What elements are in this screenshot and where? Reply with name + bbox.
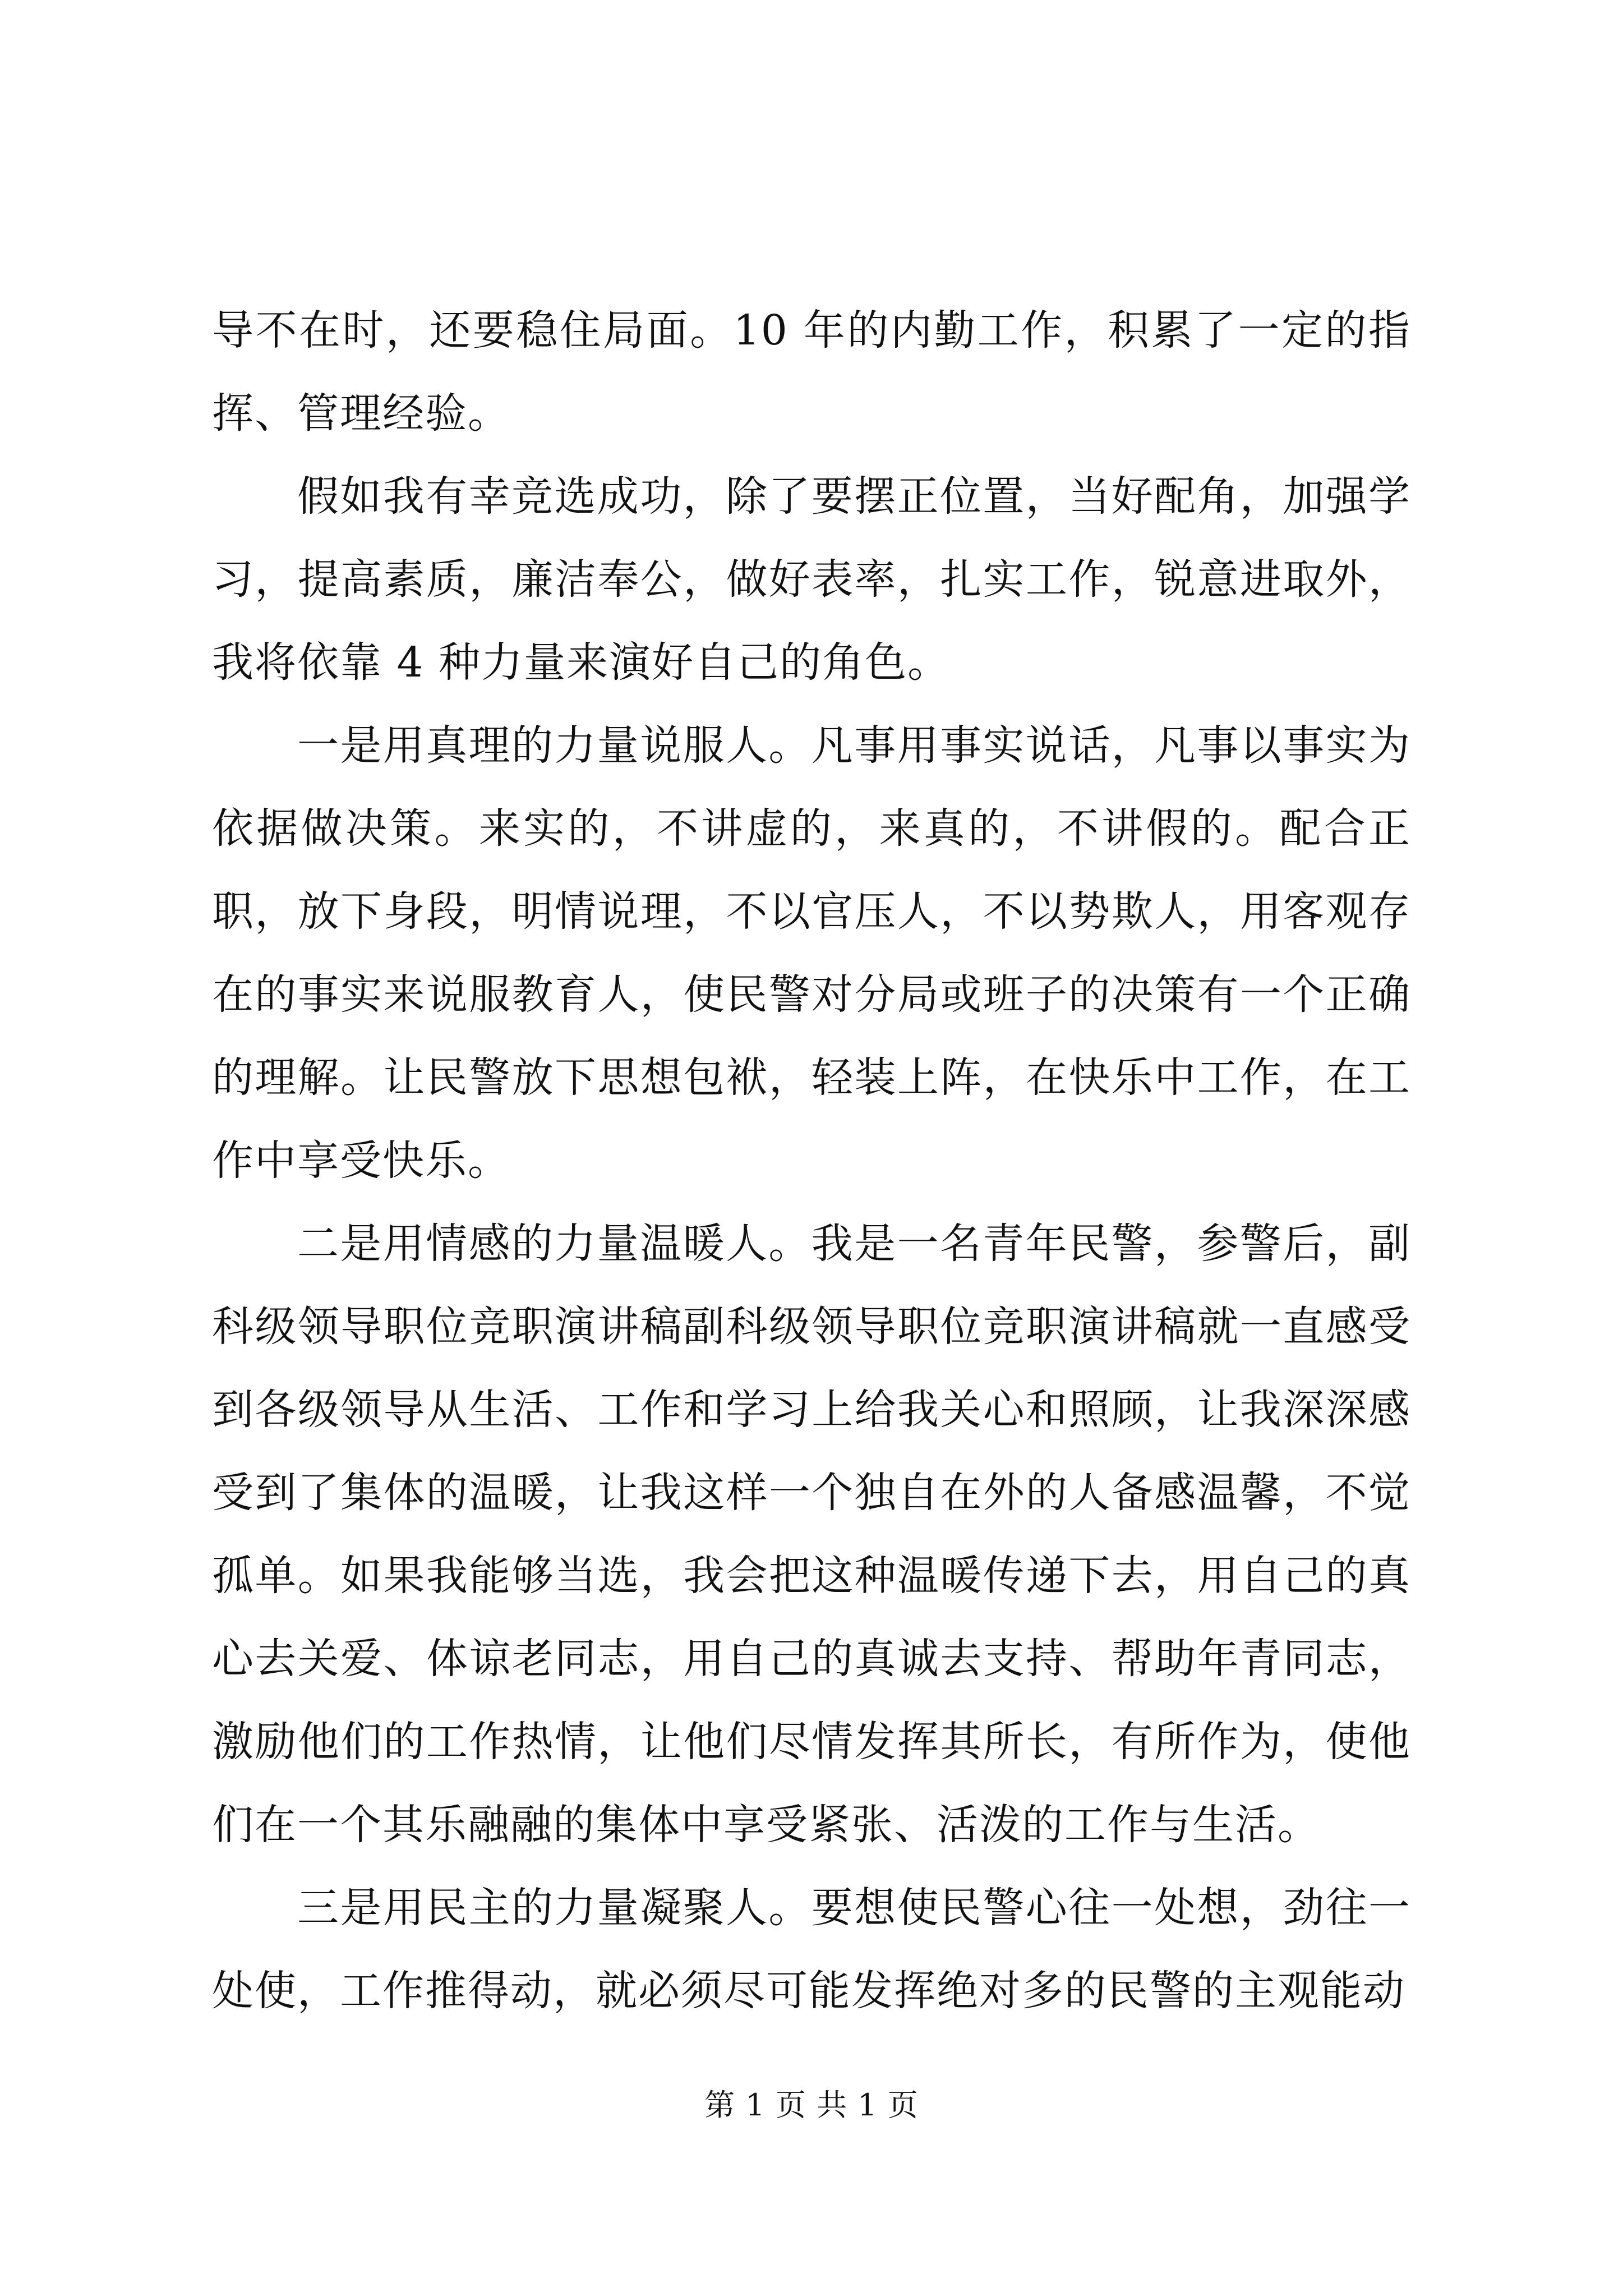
paragraph-power-of-emotion: 二是用情感的力量温暖人。我是一名青年民警，参警后，副科级领导职位竞职演讲稿副科级领导职位竞职演讲稿就一直感受到各级领导从生活、工作和学习上给我关心和照顾，让我深深感受到了集体的温暖，让我这样一个独自在外的人备感温馨，不觉孤单。如果我能够当选，我会把这种温暖传递下去，用自己的真心去关爱、体谅老同志，用自己的真诚去支持、帮助年青同志，激励他们的工作热情，让他们尽情发挥其所长，有所作为，使他们在一个其乐融融的集体中享受紧张、活泼的工作与生活。 (212, 1220, 1411, 1849)
document-body (212, 289, 1411, 2032)
paragraph-power-of-truth: 一是用真理的力量说服人。凡事用事实说话，凡事以事实为依据做决策。来实的，不讲虚的，来真的，不讲假的。配合正职，放下身段，明情说理，不以官压人，不以势欺人，用客观存在的事实来说服教育人，使民警对分局或班子的决策有一个正确的理解。让民警放下思想包袱，轻装上阵，在快乐中工作，在工作中享受快乐。 (212, 721, 1411, 1185)
paragraph-power-of-democracy: 三是用民主的力量凝聚人。要想使民警心往一处想，劲往一处使，工作推得动，就必须尽可能发挥绝对多的民警的主观能动 (212, 1884, 1411, 2015)
page-number-label: 第 1 页 共 1 页 (704, 2087, 919, 2123)
page-footer (0, 2086, 1623, 2125)
paragraph-election-success: 假如我有幸竞选成功，除了要摆正位置，当好配角，加强学习，提高素质，廉洁奉公，做好表率，扎实工作，锐意进取外，我将依靠 4 种力量来演好自己的角色。 (212, 472, 1411, 687)
paragraph-continuation: 导不在时，还要稳住局面。10 年的内勤工作，积累了一定的指挥、管理经验。 (212, 306, 1411, 438)
